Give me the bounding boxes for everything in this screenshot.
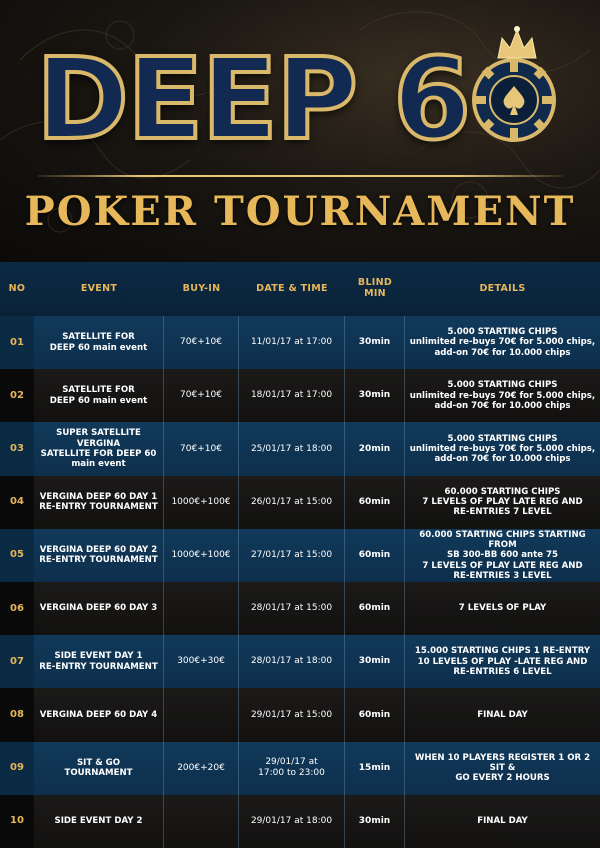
- cell-details: 5.000 STARTING CHIPS unlimited re-buys 70€ for 5.000 chips, add-on 70€ for 10.000 chips: [405, 422, 600, 475]
- cell-datetime: 29/01/17 at 17:00 to 23:00: [239, 742, 345, 795]
- cell-datetime: 28/01/17 at 18:00: [239, 635, 345, 688]
- cell-event: SIDE EVENT DAY 1 RE-ENTRY TOURNAMENT: [34, 635, 164, 688]
- cell-datetime: 28/01/17 at 15:00: [239, 582, 345, 635]
- table-row: [0, 529, 600, 582]
- cell-details: WHEN 10 PLAYERS REGISTER 1 OR 2 SIT & GO EVERY 2 HOURS: [405, 742, 600, 795]
- cell-details: 60.000 STARTING CHIPS 7 LEVELS OF PLAY LATE REG AND RE-ENTRIES 7 LEVEL: [405, 476, 600, 529]
- tournament-schedule-table: [0, 262, 600, 848]
- crown-icon: [494, 24, 540, 64]
- cell-blind: 60min: [345, 529, 405, 582]
- cell-no: 09: [10, 762, 24, 774]
- cell-datetime: 11/01/17 at 17:00: [239, 316, 345, 369]
- cell-buyin: [164, 582, 239, 635]
- cell-buyin: 200€+20€: [164, 742, 239, 795]
- cell-blind: 30min: [345, 316, 405, 369]
- cell-no: 01: [10, 336, 24, 348]
- cell-no: 03: [10, 442, 24, 454]
- cell-datetime: 29/01/17 at 15:00: [239, 688, 345, 741]
- cell-details: 60.000 STARTING CHIPS STARTING FROM SB 300-BB 600 ante 75 7 LEVELS OF PLAY LATE REG AND RE-ENTRIES 3 LEVEL: [405, 529, 600, 582]
- column-header-blind: [345, 262, 405, 316]
- cell-details: 15.000 STARTING CHIPS 1 RE-ENTRY 10 LEVELS OF PLAY -LATE REG AND RE-ENTRIES 6 LEVEL: [405, 635, 600, 688]
- poker-chip-spade-icon: [472, 58, 556, 142]
- column-header-event: EVENT: [80, 282, 118, 294]
- cell-no: 10: [10, 815, 24, 827]
- cell-blind: 30min: [345, 635, 405, 688]
- cell-no: 05: [10, 549, 24, 561]
- table-row: [0, 422, 600, 475]
- cell-event: SATELLITE FOR DEEP 60 main event: [34, 316, 164, 369]
- table-row: [0, 742, 600, 795]
- table-header: [0, 262, 600, 316]
- cell-blind: 30min: [345, 795, 405, 848]
- cell-event: VERGINA DEEP 60 DAY 2 RE-ENTRY TOURNAMENT: [34, 529, 164, 582]
- cell-no: 06: [10, 602, 24, 614]
- hero-banner: [0, 0, 600, 262]
- cell-buyin: 1000€+100€: [164, 529, 239, 582]
- column-header-blind-line2: MIN: [364, 288, 386, 299]
- cell-buyin: [164, 688, 239, 741]
- subtitle: POKER TOURNAMENT: [24, 188, 576, 235]
- cell-buyin: 1000€+100€: [164, 476, 239, 529]
- cell-datetime: 26/01/17 at 15:00: [239, 476, 345, 529]
- cell-event: VERGINA DEEP 60 DAY 1 RE-ENTRY TOURNAMENT: [34, 476, 164, 529]
- cell-event: SUPER SATELLITE VERGINA SATELLITE FOR DEEP 60 main event: [34, 422, 164, 475]
- cell-event: VERGINA DEEP 60 DAY 3: [34, 582, 164, 635]
- cell-details: 7 LEVELS OF PLAY: [405, 582, 600, 635]
- column-header-no: NO: [8, 282, 26, 294]
- table-row: [0, 582, 600, 635]
- table-row: [0, 635, 600, 688]
- column-header-datetime: DATE & TIME: [256, 282, 328, 294]
- cell-event: SIT & GO TOURNAMENT: [34, 742, 164, 795]
- table-row: [0, 369, 600, 422]
- cell-details: FINAL DAY: [405, 795, 600, 848]
- cell-blind: 20min: [345, 422, 405, 475]
- cell-details: 5.000 STARTING CHIPS unlimited re-buys 70€ for 5.000 chips, add-on 70€ for 10.000 chips: [405, 316, 600, 369]
- cell-blind: 60min: [345, 582, 405, 635]
- cell-buyin: 70€+10€: [164, 369, 239, 422]
- table-row: [0, 688, 600, 741]
- cell-blind: 15min: [345, 742, 405, 795]
- cell-buyin: 70€+10€: [164, 316, 239, 369]
- cell-no: 02: [10, 389, 24, 401]
- column-header-details: DETAILS: [479, 282, 526, 294]
- cell-datetime: 27/01/17 at 15:00: [239, 529, 345, 582]
- table-row: [0, 476, 600, 529]
- cell-no: 07: [10, 655, 24, 667]
- column-header-blind-line1: BLIND: [357, 277, 393, 289]
- cell-no: 04: [10, 496, 24, 508]
- cell-datetime: 25/01/17 at 18:00: [239, 422, 345, 475]
- cell-blind: 60min: [345, 476, 405, 529]
- cell-datetime: 18/01/17 at 17:00: [239, 369, 345, 422]
- cell-blind: 60min: [345, 688, 405, 741]
- cell-event: SATELLITE FOR DEEP 60 main event: [34, 369, 164, 422]
- cell-buyin: 300€+30€: [164, 635, 239, 688]
- cell-details: 5.000 STARTING CHIPS unlimited re-buys 70€ for 5.000 chips, add-on 70€ for 10.000 chips: [405, 369, 600, 422]
- cell-event: SIDE EVENT DAY 2: [34, 795, 164, 848]
- cell-buyin: 70€+10€: [164, 422, 239, 475]
- cell-blind: 30min: [345, 369, 405, 422]
- cell-buyin: [164, 795, 239, 848]
- table-row: [0, 316, 600, 369]
- divider-line: [38, 175, 563, 177]
- cell-no: 08: [10, 708, 24, 720]
- table-body: [0, 316, 600, 848]
- cell-datetime: 29/01/17 at 18:00: [239, 795, 345, 848]
- cell-event: VERGINA DEEP 60 DAY 4: [34, 688, 164, 741]
- table-row: [0, 795, 600, 848]
- column-header-buyin: BUY-IN: [182, 282, 221, 294]
- logo-text: DEEP 6: [36, 35, 469, 165]
- cell-details: FINAL DAY: [405, 688, 600, 741]
